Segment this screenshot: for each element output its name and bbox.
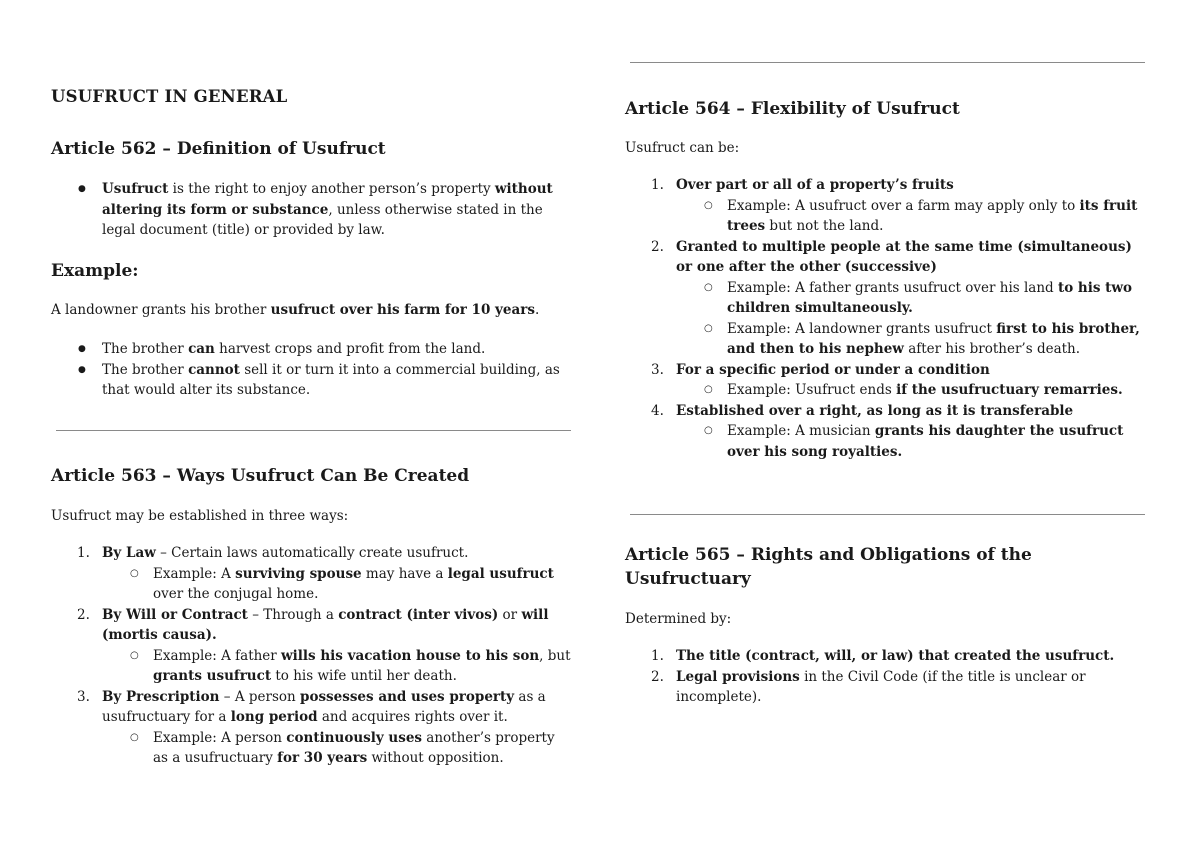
article-565-intro: Determined by: — [625, 611, 732, 627]
item-number: 4. — [651, 402, 664, 419]
item-number: 3. — [651, 361, 664, 378]
item-number: 3. — [77, 688, 90, 705]
list-item: ○ Example: A father grants usufruct over his land to his two children simultaneously. — [676, 278, 1147, 319]
list-item: ● The brother cannot sell it or turn it into a commercial building, as that would alter its substance. — [51, 360, 573, 401]
list-item: ○ Example: Usufruct ends if the usufructuary remarries. — [676, 380, 1147, 401]
example-sublist — [676, 380, 1147, 401]
list-item: 2. Legal provisions in the Civil Code (if the title is unclear or incomplete). — [651, 668, 1086, 705]
list-item: ● The brother can harvest crops and profit from the land. — [51, 339, 573, 360]
item-number: 2. — [77, 606, 90, 623]
list-item: ○ Example: A musician grants his daughter the usufruct over his song royalties. — [676, 421, 1147, 462]
article-564-flexibility-list — [625, 175, 1147, 462]
article-565-sources-list — [625, 646, 1147, 708]
article-564-intro: Usufruct can be: — [625, 140, 740, 156]
article-564-heading: Article 564 – Flexibility of Usufruct — [625, 99, 960, 119]
section-divider — [630, 62, 1145, 63]
example-points-list — [51, 339, 573, 401]
item-number: 1. — [651, 648, 664, 664]
list-item: 3. By Prescription – A person possesses and uses property as a usufructuary for a long period and acquires rights over it. ○ Example: A person continuously uses another’s property as a usufructuary for 30 years without opposition. — [51, 687, 573, 769]
list-item: 1. The title (contract, will, or law) that created the usufruct. — [625, 646, 1147, 667]
list-item: ○ Example: A surviving spouse may have a legal usufruct over the conjugal home. — [102, 564, 573, 605]
example-sublist — [102, 728, 573, 769]
example-heading: Example: — [51, 261, 139, 281]
section-divider — [630, 514, 1145, 515]
example-sublist — [102, 646, 573, 687]
list-item: 1. Over part or all of a property’s fruits ○ Example: A usufruct over a farm may apply only to its fruit trees but not the land. — [625, 175, 1147, 237]
item-number: 2. — [651, 668, 664, 685]
list-item: ○ Example: A father wills his vacation house to his son, but grants usufruct to his wife until her death. — [102, 646, 573, 687]
article-562-definition-list — [51, 179, 573, 241]
article-563-ways-list — [51, 543, 573, 769]
list-item: 1. By Law – Certain laws automatically create usufruct. ○ Example: A surviving spouse may have a legal usufruct over the conjugal home. — [51, 543, 573, 605]
list-item: ● Usufruct is the right to enjoy another person’s property without altering its form or substance, unless otherwise stated in the legal document (title) or provided by law. — [51, 179, 573, 241]
list-item: ○ Example: A usufruct over a farm may apply only to its fruit trees but not the land. — [676, 196, 1147, 237]
list-item: 4. Established over a right, as long as it is transferable ○ Example: A musician grants his daughter the usufruct over his song royalties. — [625, 401, 1147, 463]
example-sublist — [676, 421, 1147, 462]
item-number: 1. — [651, 177, 664, 193]
article-563-heading: Article 563 – Ways Usufruct Can Be Created — [51, 466, 470, 486]
article-563-intro: Usufruct may be established in three ways: — [51, 508, 349, 524]
item-number: 2. — [651, 238, 664, 255]
section-divider — [56, 430, 571, 431]
list-item: 2. By Will or Contract – Through a contract (inter vivos) or will (mortis causa). ○ Example: A father wills his vacation house to his son, but grants usufruct to his wife until her death. — [51, 605, 573, 687]
article-562-heading: Article 562 – Definition of Usufruct — [51, 139, 386, 159]
document-title: USUFRUCT IN GENERAL — [51, 87, 288, 106]
list-item: ○ Example: A person continuously uses another’s property as a usufructuary for 30 years without opposition. — [102, 728, 573, 769]
list-item: ○ Example: A landowner grants usufruct first to his brother, and then to his nephew after his brother’s death. — [676, 319, 1147, 360]
example-sublist — [676, 278, 1147, 360]
list-item: 2. Granted to multiple people at the same time (simultaneous) or one after the other (successive) ○ Example: A father grants usufruct over his land to his two children simultaneously. ○ Example: A landowner grants usufruct first to his brother, and then to his nephew after his brother’s death. — [625, 237, 1147, 360]
article-565-heading: Article 565 – Rights and Obligations of the Usufructuary — [625, 545, 1032, 589]
example-sublist — [102, 564, 573, 605]
example-intro: A landowner grants his brother usufruct over his farm for 10 years. — [51, 302, 540, 318]
item-number: 1. — [77, 545, 90, 561]
example-sublist — [676, 196, 1147, 237]
list-item: 3. For a specific period or under a condition ○ Example: Usufruct ends if the usufructuary remarries. — [625, 360, 1147, 401]
